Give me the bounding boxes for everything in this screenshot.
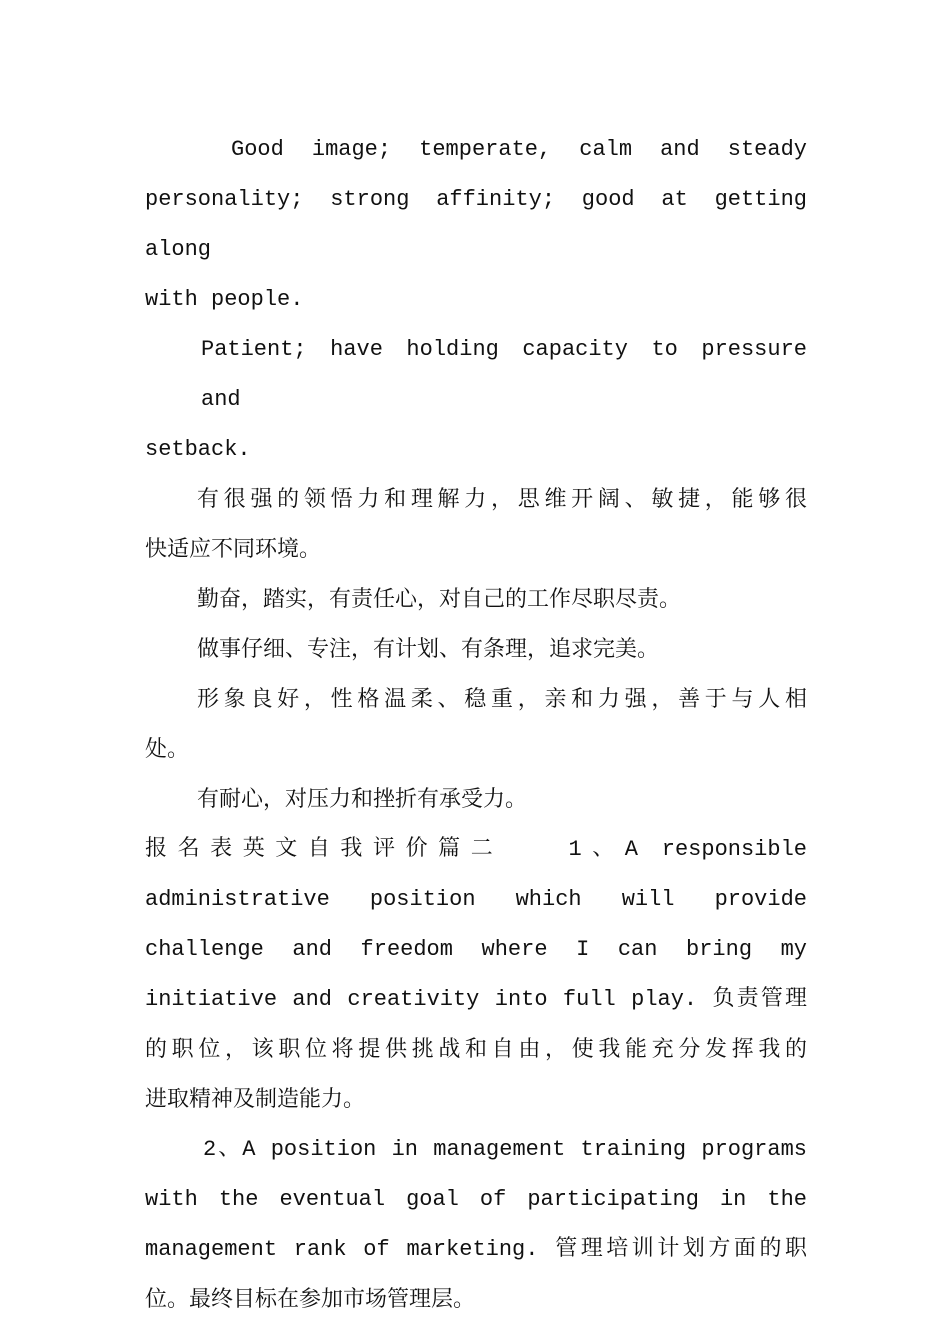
text-line: Patient; have holding capacity to pressure and (201, 337, 807, 412)
paragraph-diligent (145, 575, 807, 625)
text-line: administrative position which will provide (145, 887, 807, 912)
text-line: 勤奋，踏实，有责任心，对自己的工作尽职尽责。 (197, 587, 682, 612)
paragraph-image (145, 675, 807, 775)
text-line: 2、A position in management training programs (203, 1137, 807, 1162)
text-line: personality; strong affinity; good at getting along (145, 187, 807, 262)
document-page (145, 125, 807, 1325)
text-line: management rank of marketing. 管理培训计划方面的职 (145, 1237, 807, 1262)
text-line: 形象良好，性格温柔、稳重，亲和力强，善于与人相 (197, 687, 807, 712)
paragraph-patience (145, 775, 807, 825)
paragraph-item-two (145, 1125, 807, 1325)
paragraph-section-two (145, 825, 807, 1125)
text-line: 位。最终目标在参加市场管理层。 (145, 1287, 476, 1312)
text-line: with the eventual goal of participating in the (145, 1187, 807, 1212)
paragraph-patient (145, 325, 807, 475)
text-line: 快适应不同环境。 (145, 537, 322, 562)
text-line: initiative and creativity into full play. 负责管理 (145, 987, 807, 1012)
text-line: 做事仔细、专注，有计划、有条理，追求完美。 (197, 637, 660, 662)
text-line: 进取精神及制造能力。 (145, 1087, 366, 1112)
paragraph-good-image (145, 125, 807, 325)
text-line: 有耐心，对压力和挫折有承受力。 (197, 787, 528, 812)
text-line: 有很强的领悟力和理解力，思维开阔、敏捷，能够很 (197, 487, 807, 512)
text-line: 处。 (145, 737, 190, 762)
text-line: with people. (145, 287, 304, 312)
paragraph-comprehension (145, 475, 807, 575)
text-line: Good image; temperate, calm and steady (231, 137, 807, 162)
text-line: challenge and freedom where I can bring my (145, 937, 807, 962)
text-line: 的职位，该职位将提供挑战和自由，使我能充分发挥我的 (145, 1037, 807, 1062)
paragraph-careful (145, 625, 807, 675)
section-heading-line: 报名表英文自我评价篇二 1、A responsible (145, 837, 807, 862)
text-line: setback. (145, 437, 251, 462)
